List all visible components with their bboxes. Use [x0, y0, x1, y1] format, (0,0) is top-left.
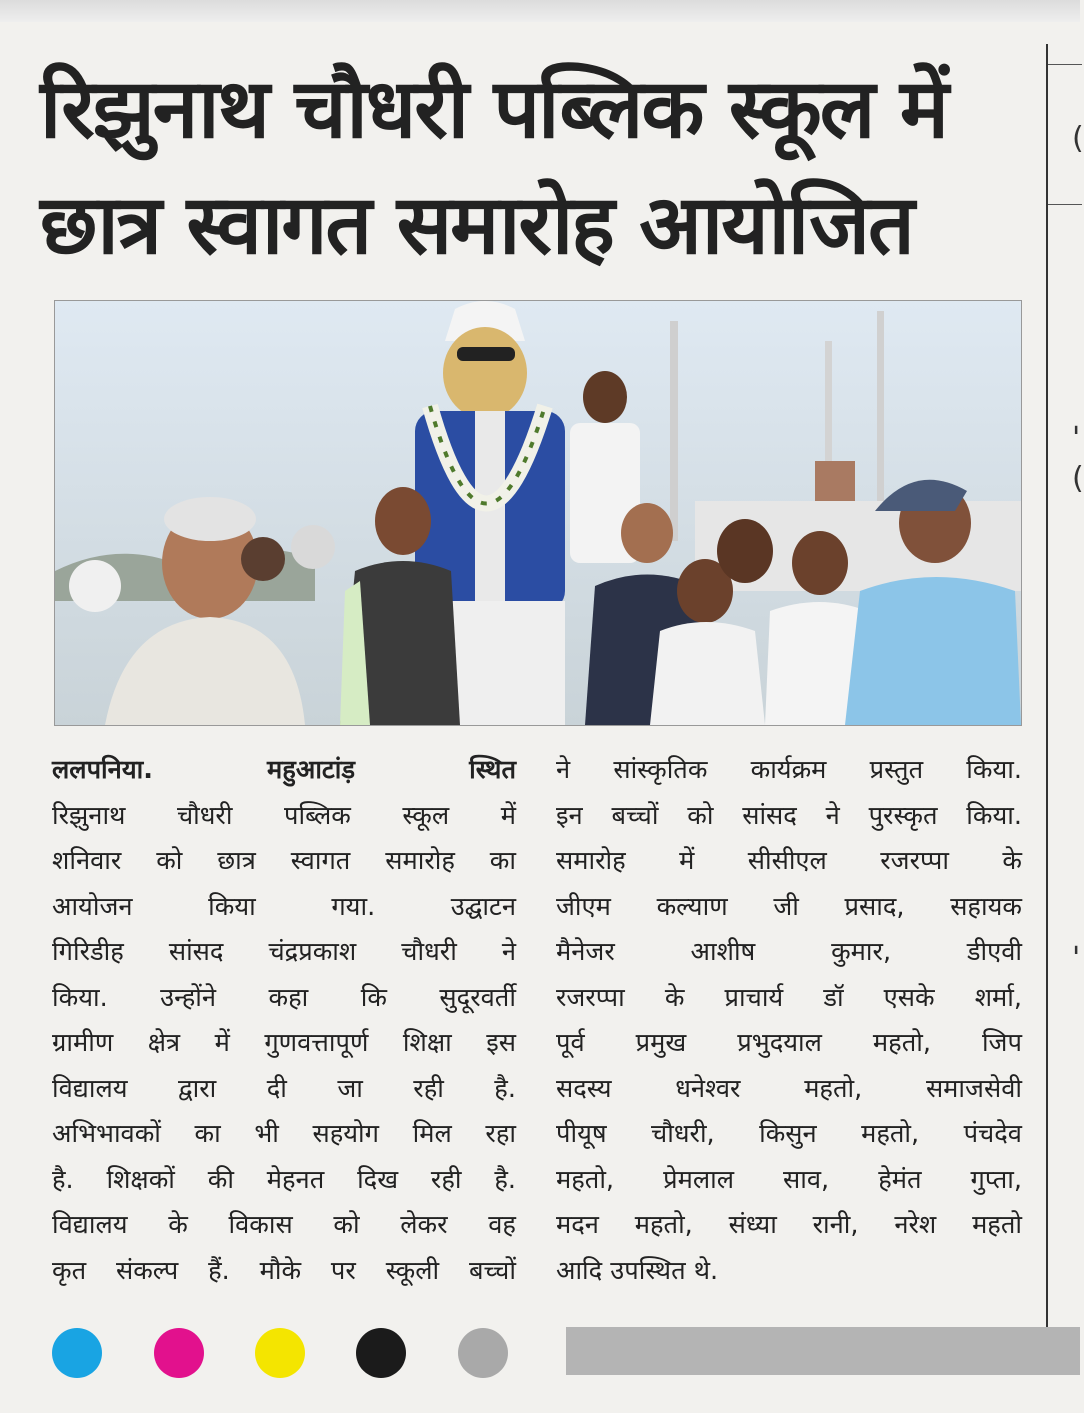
article-line: विद्यालय के विकास को लेकर वह — [52, 1210, 516, 1240]
article-line: आयोजन किया गया. उद्घाटन — [52, 891, 516, 922]
article-line: जीएम कल्याण जी प्रसाद, सहायक — [556, 891, 1022, 922]
registration-mark-grey — [458, 1328, 508, 1378]
article-line: पीयूष चौधरी, किसुन महतो, पंचदेव — [556, 1119, 1022, 1149]
article-line: ने सांस्कृतिक कार्यक्रम प्रस्तुत किया. — [556, 755, 1022, 785]
article-line: पूर्व प्रमुख प्रभुदयाल महतो, जिप — [556, 1028, 1022, 1058]
adjacent-column-edge: ( ' ( ' — [1046, 44, 1082, 1344]
grey-tone-bar — [566, 1327, 1080, 1375]
article-line: विद्यालय द्वारा दी जा रही है. — [52, 1073, 516, 1104]
article-line: कृत संकल्प हैं. मौके पर स्कूली बच्चों — [52, 1255, 516, 1286]
article-line: महतो, प्रेमलाल साव, हेमंत गुप्ता, — [556, 1164, 1022, 1195]
news-photo — [54, 300, 1022, 726]
headline — [40, 52, 1040, 284]
article-line: शनिवार को छात्र स्वागत समारोह का — [52, 846, 516, 876]
registration-mark-magenta — [154, 1328, 204, 1378]
article-line: समारोह में सीसीएल रजरप्पा के — [556, 846, 1022, 876]
article-column-1 — [52, 748, 516, 1294]
article-line: मदन महतो, संध्या रानी, नरेश महतो — [556, 1210, 1022, 1240]
article-line: आदि उपस्थित थे. — [556, 1255, 719, 1286]
article-line: किया. उन्होंने कहा कि सुदूरवर्ती — [52, 982, 516, 1013]
article-line: अभिभावकों का भी सहयोग मिल रहा — [52, 1119, 516, 1149]
article-line: इन बच्चों को सांसद ने पुरस्कृत किया. — [556, 800, 1022, 831]
article-line: ग्रामीण क्षेत्र में गुणवत्तापूर्ण शिक्षा इस — [52, 1028, 516, 1058]
article-column-2 — [556, 748, 1022, 1294]
article-line: ललपनिया. महुआटांड़ स्थित — [52, 755, 516, 785]
headline-line-2: छात्र स्वागत समारोह आयोजित — [40, 178, 913, 273]
registration-mark-cyan — [52, 1328, 102, 1378]
registration-mark-yellow — [255, 1328, 305, 1378]
article-line: है. शिक्षकों की मेहनत दिख रही है. — [52, 1164, 516, 1195]
headline-line-1: रिझुनाथ चौधरी पब्लिक स्कूल में — [40, 62, 947, 157]
article-line: मैनेजर आशीष कुमार, डीएवी — [556, 937, 1022, 967]
article-line: सदस्य धनेश्वर महतो, समाजसेवी — [556, 1073, 1022, 1104]
registration-mark-black — [356, 1328, 406, 1378]
article-line: गिरिडीह सांसद चंद्रप्रकाश चौधरी ने — [52, 937, 516, 967]
article-line: रजरप्पा के प्राचार्य डॉ एसके शर्मा, — [556, 982, 1022, 1013]
page-top-strip — [0, 0, 1080, 22]
article-line: रिझुनाथ चौधरी पब्लिक स्कूल में — [52, 800, 516, 831]
